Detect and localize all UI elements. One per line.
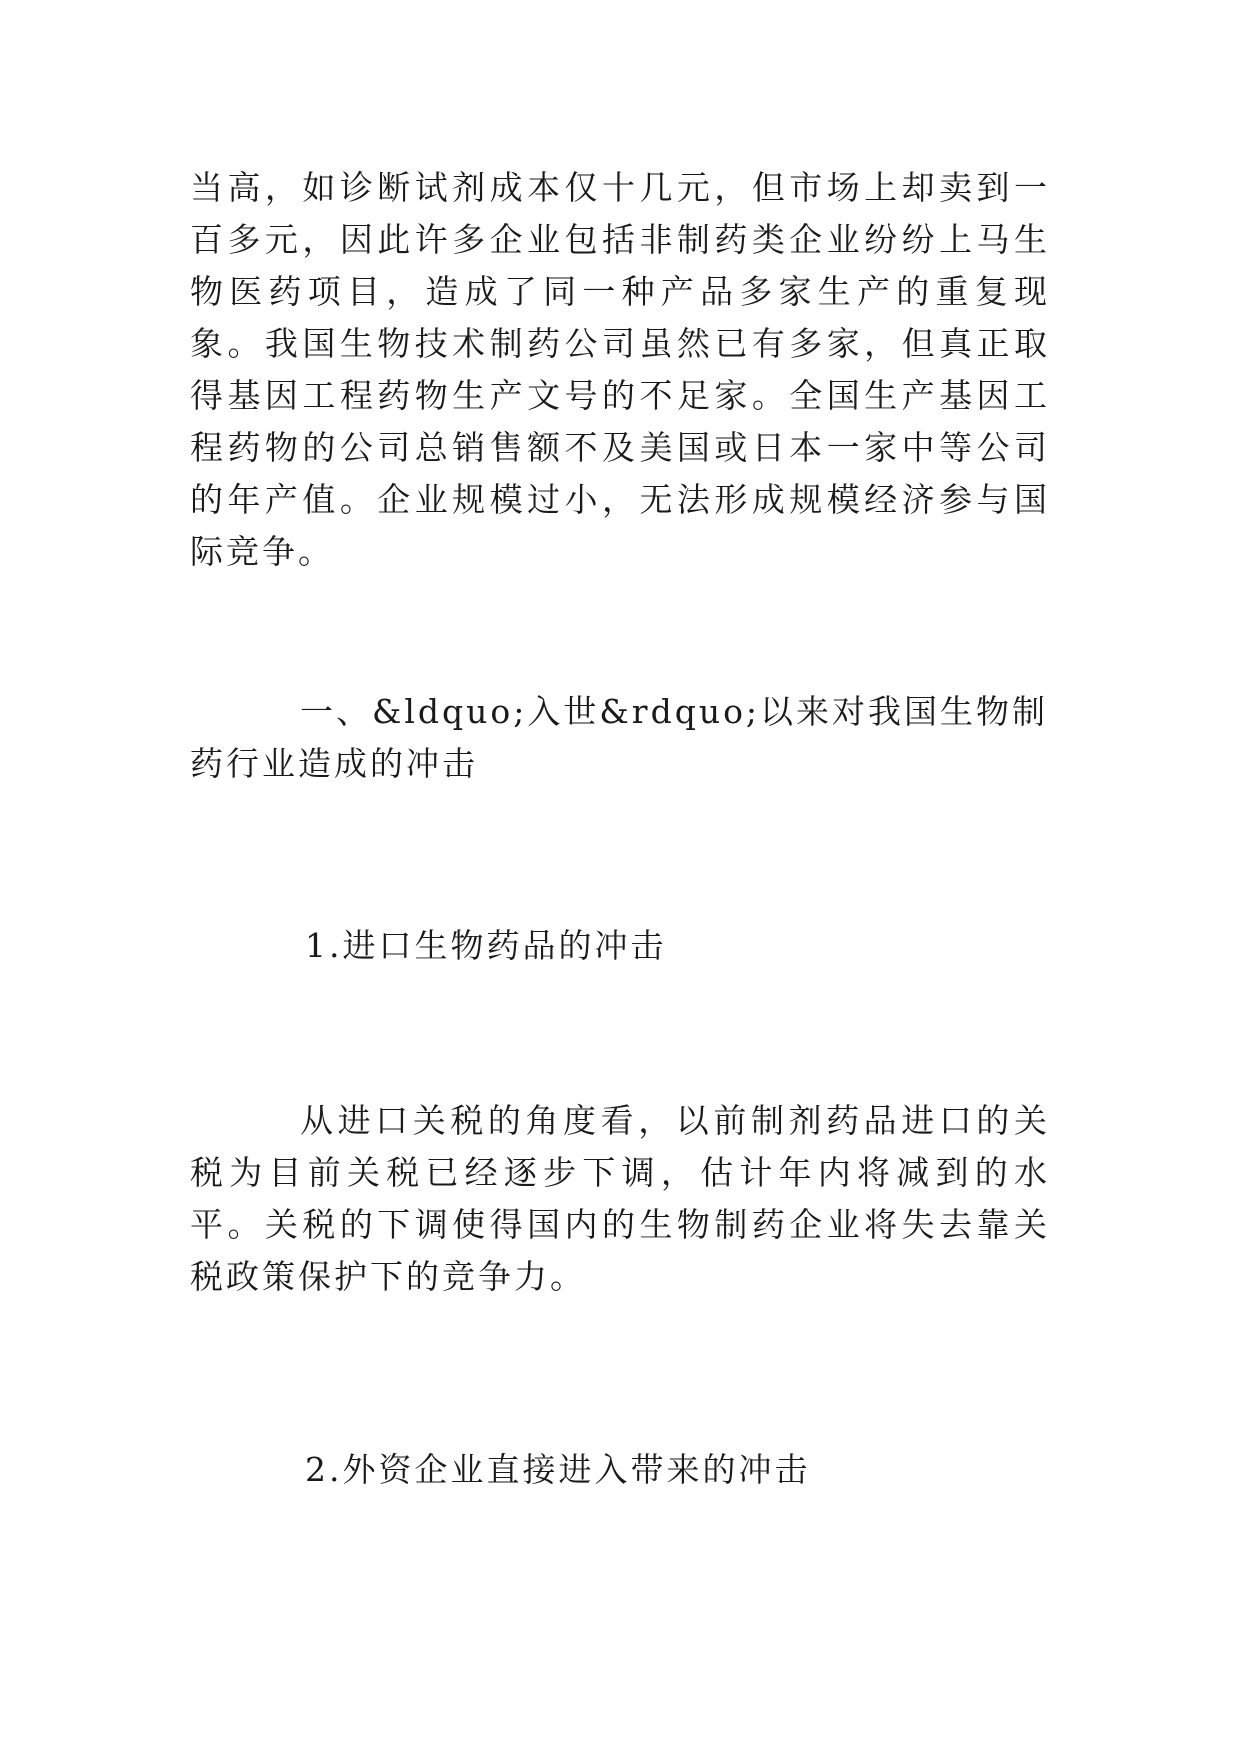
subsection-heading-1: 1.进口生物药品的冲击 [305, 926, 667, 965]
subsection-heading-2: 2.外资企业直接进入带来的冲击 [305, 1450, 811, 1489]
section-heading: 一、&ldquo;入世&rdquo;以来对我国生物制药行业造成的冲击 [190, 692, 1049, 783]
body-paragraph-1: 当高，如诊断试剂成本仅十几元，但市场上却卖到一百多元，因此许多企业包括非制药类企业纷纷上马生物医药项目，造成了同一种产品多家生产的重复现象。我国生物技术制药公司虽然已有多家，但真正取得基因工程药物生产文号的不足家。全国生产基因工程药物的公司总销售额不及美国或日本一家中等公司的年产值。企业规模过小，无法形成规模经济参与国际竞争。 [190, 168, 1050, 571]
body-paragraph-2: 从进口关税的角度看，以前制剂药品进口的关税为目前关税已经逐步下调，估计年内将减到的水平。关税的下调使得国内的生物制药企业将失去靠关税政策保护下的竞争力。 [190, 1101, 1050, 1296]
